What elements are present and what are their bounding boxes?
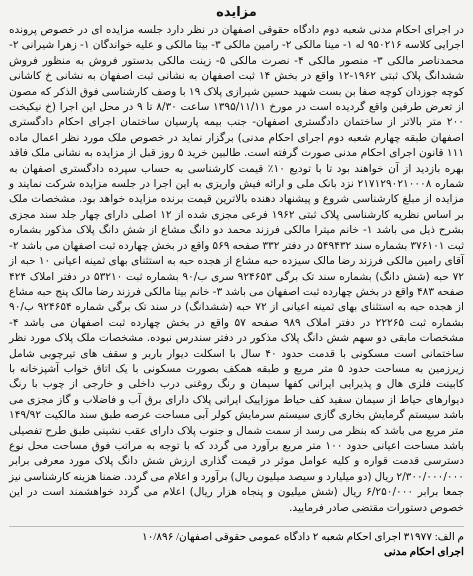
footer-partial-line: اجرای احکام مدنی [383,547,464,557]
notice-body: در اجرای احکام مدنی شعبه دوم دادگاه حقوقی اصفهان در نظر دارد جلسه مزایده ای در خصوص پرونده اجرایی کلاسه ۹۵۰۲۱۶ له ۱- مینا مالکی ۲- رامین مالکی ۳- بیتا مالکی و علیه خواندگان ۱- زهرا شیرانی ۲- محمدناصر مالکی ۳- منصور مالکی ۴- نصرت مالکی ۵- زینت مالکی بدستور فروش به منظور فروش ششدانگ پلاک ثبتی ۱۹۶۲-۱۲ واقع در بخش ۱۴ ثبت اصفهان به نشانی ثبت اصفهان به نشانی خ کاشانی کوچه جوزدان کوچه صفا بن بست شهید حسین شیرازی پلاک ۱۹ با وصف کارشناسی فوق الذکر که مصون از تعرض طرفین واقع گردیده است در مورخ ۱۳۹۵/۱۱/۱۱ ساعت ۸/۳۰ تا ۹ در محل این اجرا (خ نیکبخت ۲۰۰ متر بالاتر از ساختمان دادگستری اصفهان- جنب بیمه پارسیان ساختمان اجرای احکام دادگستری اصفهان طبقه چهارم شعبه دوم اجرای احکام مدنی) برگزار نماید در خصوص ملک مورد نظر اعمال ماده ۱۱۱ قانون اجرای احکام مدنی صورت گرفته است. طالبین خرید ۵ روز قبل از مزایده به نشانی ملک فاقد بهره بازدید از آن خواهند بود تا با تودیع ۱۰٪ قیمت کارشناسی به حساب سپرده دادگستری اصفهان به شماره ۲۱۷۱۲۹۰۲۱۰۰۰۸ نزد بانک ملی و ارائه فیش واریزی به این اجرا در جلسه مزایده شرکت نمایند و مزایده از مبلغ کارشناسی شروع و پیشنهاد دهنده بالاترین قیمت برنده مزایده خواهد بود. مشخصات ملک بر اساس نظریه کارشناسی پلاک ثبتی ۱۹۶۲ فرعی مجزی شده از ۱۲ اصلی دارای چهار جلد سند مجزی بشرح ذیل می باشد ۱- خانم میترا مالکی فرزند محمد دو دانگ مشاع از شش دانگ پلاک مذکور بشماره ثبت ۳۷۶۱۰۱ بشماره سند ۵۴۹۴۳۲ در دفتر ۳۳۲ صفحه ۵۶۹ واقع در بخش چهارده ثبت اصفهان می باشد ۲- آقای رامین مالکی فرزند رضا مالک سیزده حبه مشاع از هجده حبه به استثنای بهای ثمینه اعیانی ۱۰ حبه از ۷۲ حبه (شش دانگ) بشماره سند تک برگی ۹۲۴۶۵۳ سری ب/۹۰ بشماره ثبت ۵۳۲۱۰ در دفتر املاک ۴۲۴ صفحه ۴۸۳ واقع در بخش چهارده ثبت اصفهان می باشد ۳- خانم بیتا مالکی فرزند رضا مالک پنج حبه مشاع از هجده حبه به استثنای بهای ثمینه اعیانی از ۷۲ حبه (ششدانگ) در سند تک برگی شماره ۹۲۴۶۵۴ ب/۹۰ بشماره ثبت ۲۲۲۶۵ در دفتر املاک ۹۸۹ صفحه ۵۷ واقع در بخش چهارده ثبت اصفهان می باشد ۴- مشخصات مابقی دو سهم شش دانگ پلاک مذکور در دفتر سندرس نبوده. مشخصات ملک پلاک مورد نظر ساختمانی است مسکونی با قدمت حدود ۴۰ سال با اسکلت دیوار باربر و سقف های تیرچوبی شامل زیرزمین به مساحت حدود ۵ متر مربع و طبقه همکف بصورت مسکونی با یک اتاق خواب آشپزخانه با کابینت فلزی هال و پذیرایی ایرانی کفها سیمان و رنگ روغنی درب داخلی و خارجی از چوب با رنگ دیوارهای حیاط از سیمان سفید کف حیاط موزاییک ایرانی پلاک دارای برق آب و فاضلاب و گاز مجزی می باشد سیستم گرمایش بخاری گازی سیستم سرمایش کولر آبی مساحت عرصه طبق سند مالکیت ۱۴۹/۹۲ متر مربع می باشد که بنظر می رسد از سمت شمال و جنوب پلاک دارای عقب نشینی طبق طرح تفصیلی باشد مساحت اعیانی حدود ۱۰۰ متر مربع برآورد می گردد که با توجه به مراتب فوق مساحت محل نوع دسترسی قدمت قواره و کلیه عوامل موثر در قیمت گذاری ارزش شش دانگ پلاک مورد معرفی برابر ۲/۳۰۰/۰۰۰/۰۰۰ ریال (دو میلیارد و سیصد میلیون ریال) برآورد و اعلام می گردد. ضمنا هزینه کارشناسی نیز جمعا برابر ۶/۲۵۰/۰۰۰ ریال (شش میلیون و پنجاه هزار ریال) اعلام می گردد خواهشمند است در این خصوص دستورات مقتضی صادر فرمایید. [9,24,465,514]
footer-divider [9,526,464,527]
notice-title: مزایده [216,5,257,20]
notice-footer [9,530,464,557]
footer-reference: م الف: ۳۱۹۷۷ اجرای احکام شعبه ۲ دادگاه عمومی حقوقی اصفهان/ ۱۰/۸۹۶ [142,532,464,543]
